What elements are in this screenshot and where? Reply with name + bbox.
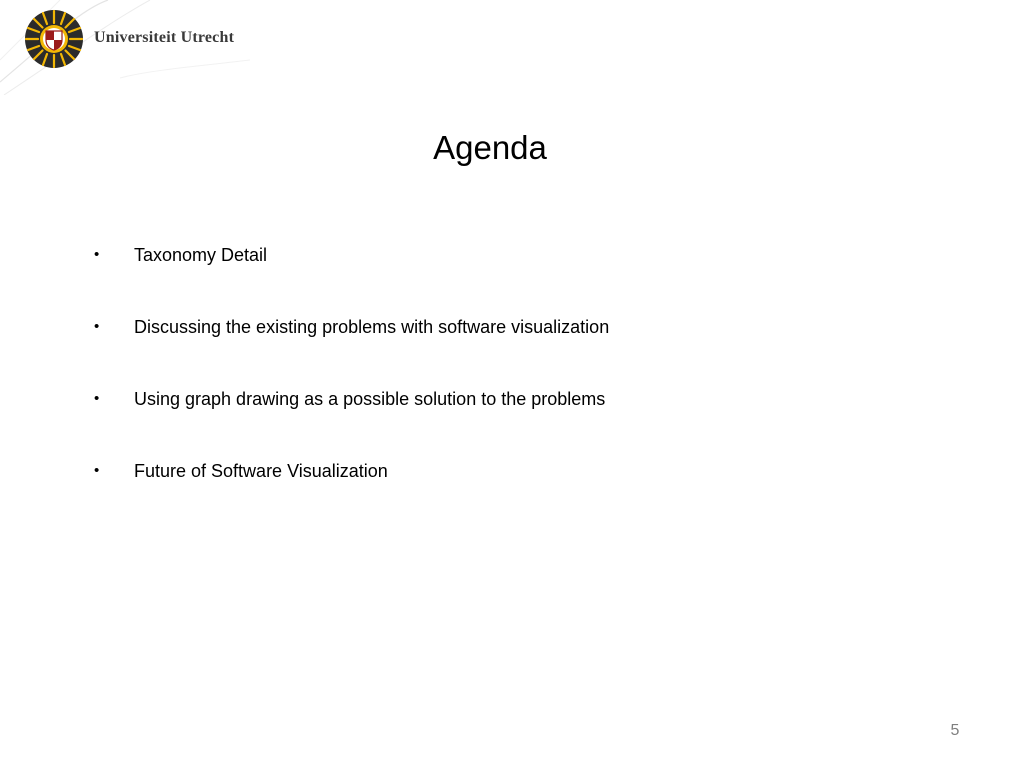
university-name: Universiteit Utrecht — [94, 29, 235, 46]
university-seal-icon — [24, 9, 84, 69]
slide-title: Agenda — [433, 129, 547, 166]
bullet-icon: • — [94, 390, 100, 407]
list-item-text: Taxonomy Detail — [134, 245, 268, 265]
list-item-text: Using graph drawing as a possible solution to the problems — [134, 389, 606, 409]
list-item-text: Discussing the existing problems with software visualization — [134, 317, 610, 337]
page-number: 5 — [950, 722, 960, 739]
bullet-icon: • — [94, 246, 100, 263]
bullet-icon: • — [94, 318, 100, 335]
list-item-text: Future of Software Visualization — [134, 461, 388, 481]
bullet-icon: • — [94, 462, 100, 479]
